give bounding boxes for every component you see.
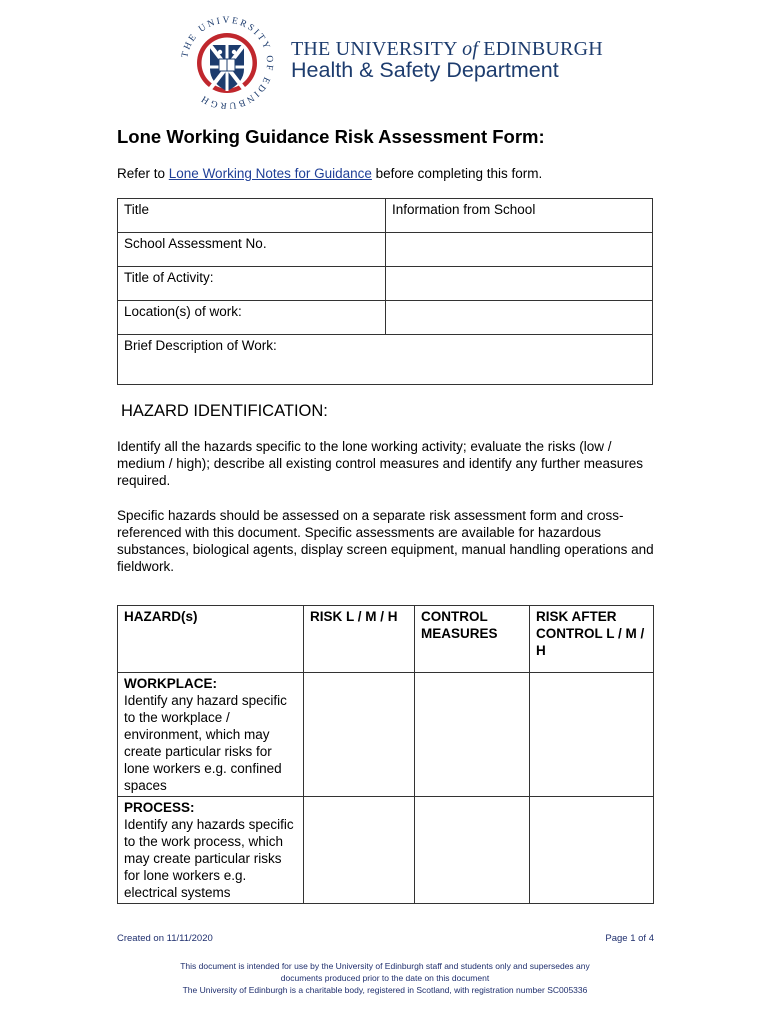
table-row xyxy=(118,797,654,904)
table-row xyxy=(118,233,653,267)
hazard-identification-heading: HAZARD IDENTIFICATION: xyxy=(121,402,328,420)
info-label: School Assessment No. xyxy=(118,233,386,267)
column-header: RISK AFTER CONTROL L / M / H xyxy=(530,606,654,673)
hazard-category: WORKPLACE: xyxy=(124,676,217,691)
instructions-paragraph: Identify all the hazards specific to the lone working activity; evaluate the risks (low / medium / high); describe all existing control measures and identify any further measures required. xyxy=(117,439,643,488)
info-label: Title of Activity: xyxy=(118,267,386,301)
disclaimer-line: This document is intended for use by the University of Edinburgh staff and students only and supersedes any xyxy=(180,961,590,971)
page-title: Lone Working Guidance Risk Assessment Form: xyxy=(117,126,545,147)
specific-hazards-paragraph: Specific hazards should be assessed on a separate risk assessment form and cross-referenced with this document. Specific assessments are available for hazardous substances, biological agents, display screen equipment, manual handling operations and fieldwork. xyxy=(117,508,654,574)
info-label: Location(s) of work: xyxy=(118,301,386,335)
risk-cell[interactable] xyxy=(304,797,415,904)
created-date: Created on 11/11/2020 xyxy=(117,933,213,944)
table-row xyxy=(118,301,653,335)
table-row xyxy=(118,199,653,233)
hazard-cell xyxy=(118,673,304,797)
table-row xyxy=(118,673,654,797)
activity-title-field[interactable] xyxy=(386,267,653,301)
column-header: RISK L / M / H xyxy=(304,606,415,673)
department-name: Health & Safety Department xyxy=(291,58,559,82)
location-field[interactable] xyxy=(386,301,653,335)
university-name: THE UNIVERSITY of EDINBURGH xyxy=(291,38,603,60)
info-label: Title xyxy=(118,199,386,233)
refer-line: Refer to Lone Working Notes for Guidance before completing this form. xyxy=(117,166,543,181)
hazard-category: PROCESS: xyxy=(124,800,195,815)
risk-after-cell[interactable] xyxy=(530,797,654,904)
hazard-cell xyxy=(118,797,304,904)
info-header-right: Information from School xyxy=(386,199,653,233)
column-header: CONTROL MEASURES xyxy=(415,606,530,673)
risk-after-cell[interactable] xyxy=(530,673,654,797)
disclaimer xyxy=(117,960,653,996)
disclaimer-line: documents produced prior to the date on this document xyxy=(280,973,490,983)
brief-description-field[interactable]: Brief Description of Work: xyxy=(118,335,653,385)
guidance-notes-link[interactable]: Lone Working Notes for Guidance xyxy=(168,166,372,181)
control-measures-cell[interactable] xyxy=(415,797,530,904)
disclaimer-line: The University of Edinburgh is a charitable body, registered in Scotland, with registration number SC005336 xyxy=(182,985,588,995)
risk-cell[interactable] xyxy=(304,673,415,797)
hazard-table xyxy=(117,605,654,904)
column-header: HAZARD(s) xyxy=(118,606,304,673)
seal-ring-text: THE UNIVERSITY OF EDINBURGH xyxy=(180,15,275,109)
school-assessment-no-field[interactable] xyxy=(386,233,653,267)
university-seal-logo xyxy=(174,13,280,109)
table-row xyxy=(118,267,653,301)
table-header-row xyxy=(118,606,654,673)
page-number: Page 1 of 4 xyxy=(605,933,654,944)
control-measures-cell[interactable] xyxy=(415,673,530,797)
table-row xyxy=(118,335,653,385)
hazard-description: Identify any hazards specific to the work process, which may create particular risks for lone workers e.g. electrical systems xyxy=(124,817,294,900)
info-table xyxy=(117,198,653,385)
hazard-description: Identify any hazard specific to the workplace / environment, which may create particular risks for lone workers e.g. confined spaces xyxy=(124,693,287,793)
